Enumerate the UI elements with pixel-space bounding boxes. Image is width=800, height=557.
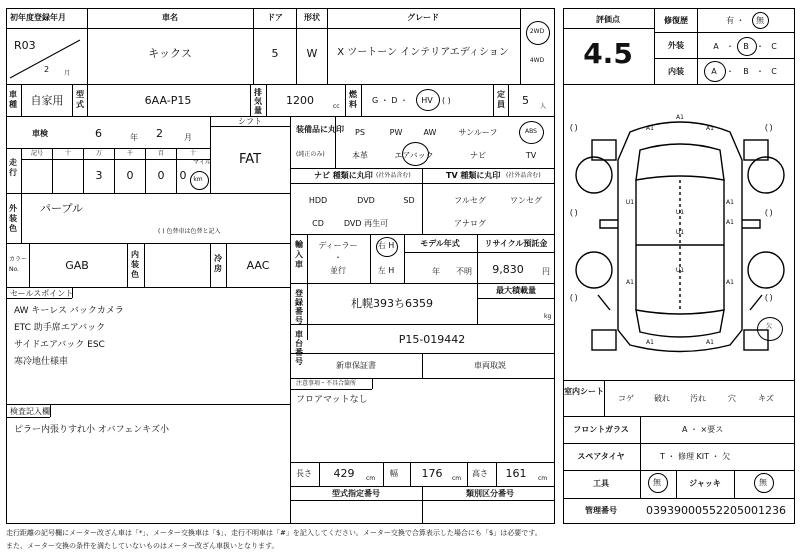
model-label: 型式 [76, 90, 84, 109]
svg-text:( ): ( ) [570, 293, 578, 302]
import-parallel: 並行 [330, 266, 346, 275]
equip-tv: TV [525, 151, 537, 160]
car-name: キックス [148, 47, 192, 60]
diag-label-13: 欠 [765, 323, 773, 330]
first-reg-era: R03 [14, 39, 36, 52]
mileage-digit-3: 0 [179, 169, 187, 182]
color-note: ( ) 色替車は色替と記入 [158, 228, 221, 235]
equip-sunroof: サンルーフ [458, 128, 498, 137]
tv-header-sub: (社外品含む) [506, 172, 541, 179]
mileage-label: 走行 [9, 158, 17, 177]
ac-label: 冷房 [214, 254, 222, 273]
diag-label-8: U1 [675, 267, 685, 274]
drive-2wd: 2WD [529, 28, 545, 35]
tv-fullseg: フルセグ [454, 196, 486, 205]
model-year-unknown: 不明 [456, 267, 472, 276]
equip-pw: PW [389, 128, 403, 137]
navi-header-sub: (社外品含む) [376, 172, 411, 179]
displacement-value: 1200 [286, 94, 314, 107]
interior-color-label: 内装色 [131, 250, 139, 279]
svg-text:( ): ( ) [765, 293, 773, 302]
height-unit: cm [538, 475, 548, 482]
score-value: 4.5 [583, 37, 633, 70]
fuel-label: 燃料 [349, 90, 357, 109]
diag-label-1: A1 [646, 125, 654, 132]
svg-text:( ): ( ) [570, 208, 578, 217]
displacement-label: 排気量 [254, 88, 262, 115]
mileage-head-5: 十 [189, 150, 197, 157]
chassis-value: P15-019442 [398, 333, 466, 346]
new-car-warranty: 新車保証書 [336, 361, 376, 370]
first-reg-month: 2 [44, 65, 50, 74]
mileage-digit-2: 0 [157, 169, 165, 182]
ext-opt-a: A [713, 42, 719, 51]
navi-dvd: DVD [357, 196, 375, 205]
shift-label: シフト [238, 117, 262, 126]
recycle-header: リサイクル預託金 [484, 239, 548, 248]
footer-line-1: 走行距離の記号欄にメーター改ざん車は「*」、メーター交換車は「$」、走行不明車は「#」を記入してください。メーター交換で合算表示した場合にも「$」は必要です。 [6, 529, 542, 537]
diag-label-2: A1 [706, 125, 714, 132]
ext-opt-c: C [771, 42, 777, 51]
grade-value: X ツートーン インテリアエディション [337, 47, 509, 58]
hand-right: 右 H [377, 241, 395, 250]
int-opt-b: B [743, 67, 749, 76]
fuel-paren: ( ) [442, 96, 451, 105]
control-label: 管理番号 [585, 506, 617, 515]
height-label: 高さ [472, 469, 488, 478]
diag-label-3: U1 [625, 199, 635, 206]
recycle-yen: 円 [542, 267, 550, 276]
color-value: パープル [40, 202, 84, 215]
capacity-label: 定員 [497, 90, 505, 109]
sales-header: セールスポイント [10, 289, 74, 298]
length-label: 長さ [296, 469, 312, 478]
inspection-year: 6 [95, 127, 102, 140]
repair-selected: 無 [756, 16, 764, 25]
registration-label: 登録番号 [295, 289, 303, 325]
diag-label-12: A1 [706, 339, 714, 346]
equipment-sub: (純正のみ) [296, 151, 325, 158]
navi-hdd: HDD [308, 196, 328, 205]
inspection-year-unit: 年 [130, 133, 138, 142]
car-diagram [576, 122, 784, 352]
notes-text: フロアマットなし [296, 395, 368, 405]
sales-line-0: AW キーレス バックカメラ [14, 306, 124, 316]
navi-sd: SD [403, 196, 415, 205]
jack-value: 無 [759, 478, 767, 487]
navi-dvd-play: DVD 再生可 [343, 219, 389, 228]
seat-opt-3: 穴 [728, 394, 736, 403]
equipment-label: 装備品に丸印 [296, 125, 344, 134]
km-label: km [193, 176, 203, 183]
mile-label: マイル [193, 159, 211, 166]
capacity-unit: 人 [540, 103, 547, 110]
footer-line-2: また、メーター交換の条件を満たしていないものはメーター改ざん車扱いとなります。 [6, 542, 279, 550]
equip-navi: ナビ [470, 151, 486, 160]
seat-opt-2: 汚れ [690, 394, 706, 403]
mileage-head-3: 千 [126, 150, 134, 157]
seat-opt-4: キズ [758, 394, 774, 403]
car-name-header: 車名 [162, 13, 178, 22]
mileage-digit-0: 3 [95, 169, 103, 182]
length-value: 429 [333, 467, 355, 480]
length-unit: cm [366, 475, 376, 482]
navi-header: ナビ 種類に丸印 [314, 171, 373, 180]
diag-label-5: A1 [726, 199, 734, 206]
sales-line-2: サイドエアバック ESC [14, 340, 105, 350]
fuel-opts: G ・ D ・ [372, 96, 408, 105]
inspector-line-0: ピラー内張りすれ小 オバフェンキズ小 [14, 425, 170, 435]
max-load-kg: kg [544, 313, 552, 320]
int-opt-c: C [771, 67, 777, 76]
inspector-header: 検査記入欄 [10, 407, 50, 416]
color-no-label: カラーNo. [9, 256, 28, 273]
equip-abs: ABS [525, 128, 537, 135]
width-label: 幅 [390, 469, 398, 478]
windshield-label: フロントガラス [573, 425, 629, 434]
svg-text:( ): ( ) [765, 208, 773, 217]
import-dealer: ディーラー [318, 241, 358, 250]
color-no-value: GAB [65, 259, 89, 272]
tools-value: 無 [653, 478, 661, 487]
grade-header: グレード [407, 13, 439, 22]
first-reg-header: 初年度登録年月 [10, 13, 66, 22]
model-value: 6AA-P15 [144, 94, 192, 107]
model-year-header: モデル年式 [420, 239, 460, 248]
mileage-head-0: 記号 [30, 150, 44, 157]
equip-ps: PS [355, 128, 365, 137]
usage-value: 自家用 [30, 94, 64, 107]
tv-oneseg: ワンセグ [510, 196, 542, 205]
inspection-month-unit: 月 [184, 133, 192, 142]
inspection-label: 車検 [32, 129, 48, 138]
svg-text:( ): ( ) [570, 123, 578, 132]
color-label: 外装色 [9, 204, 17, 233]
mileage-head-1: 十 [64, 150, 72, 157]
interior-label: 内装 [668, 67, 684, 76]
tools-label: 工具 [593, 479, 609, 488]
month-unit: 月 [64, 70, 71, 77]
tv-analog: アナログ [454, 219, 486, 228]
recycle-value: 9,830 [492, 263, 524, 276]
svg-text:( ): ( ) [765, 123, 773, 132]
width-unit: cm [452, 475, 462, 482]
tv-header: TV 種類に丸印 [446, 171, 501, 180]
shift-value: FAT [238, 152, 262, 167]
ext-opt-b: B [743, 42, 749, 51]
diag-label-4: U1 [675, 209, 685, 216]
diag-label-6: A1 [726, 219, 734, 226]
door-header: ドア [267, 13, 283, 22]
chassis-label: 車台番号 [295, 330, 303, 366]
diag-label-10: A1 [726, 279, 734, 286]
spare-opts: T ・ 修理 KIT ・ 欠 [660, 452, 731, 461]
max-load-header: 最大積載量 [496, 286, 536, 295]
navi-cd: CD [312, 219, 324, 228]
diag-label-0: A1 [676, 114, 684, 121]
control-value: 0393900055220500123​6 [646, 504, 786, 517]
equip-leather: 本革 [352, 151, 368, 160]
diag-label-7: U1 [675, 229, 685, 236]
shape-header: 形状 [304, 13, 320, 22]
drive-4wd: 4WD [529, 57, 545, 64]
width-value: 176 [421, 467, 443, 480]
mileage-digit-1: 0 [126, 169, 134, 182]
windshield-opts: A ・ ×要ス [682, 425, 724, 434]
diag-label-11: A1 [646, 339, 654, 346]
registration-value: 札幌393ち6359 [351, 297, 433, 310]
int-opt-a: A [711, 67, 717, 76]
capacity-value: 5 [522, 94, 529, 107]
exterior-label: 外装 [668, 41, 684, 50]
shape-value: W [306, 47, 318, 60]
import-label: 輸入車 [295, 240, 303, 269]
vehicle-manual: 車両取説 [474, 361, 506, 370]
equip-airbag: エアバック [394, 151, 434, 160]
fuel-selected: HV [421, 96, 433, 105]
diag-label-9: A1 [626, 279, 634, 286]
mileage-head-2: 万 [95, 150, 103, 157]
jack-label: ジャッキ [689, 479, 721, 488]
notes-header: 注意事項・不具合箇所 [296, 380, 357, 387]
usage-label: 車種 [9, 90, 17, 109]
model-year-unit: 年 [432, 267, 440, 276]
score-header: 評価点 [596, 15, 620, 24]
mileage-head-4: 百 [157, 150, 165, 157]
height-value: 161 [505, 467, 527, 480]
class-no-label: 類別区分番号 [466, 489, 514, 498]
seat-opt-1: 破れ [654, 394, 670, 403]
repair-opts: 有 ・ [726, 16, 745, 25]
inspection-month: 2 [156, 127, 163, 140]
ac-value: AAC [246, 259, 270, 272]
type-no-label: 型式指定番号 [332, 489, 380, 498]
sales-line-1: ETC 助手席エアバック [14, 323, 106, 333]
hand-left: 左 H [377, 266, 395, 275]
cc-unit: cc [333, 103, 340, 110]
door-count: 5 [271, 47, 279, 60]
import-dot: ・ [334, 253, 342, 262]
interior-seat-label: 室内シート [564, 387, 604, 396]
repair-label: 修復歴 [664, 16, 688, 25]
sales-line-3: 寒冷地仕様車 [14, 357, 69, 367]
equip-aw: AW [423, 128, 437, 137]
seat-opt-0: コゲ [618, 394, 634, 403]
spare-label: スペアタイヤ [577, 452, 625, 461]
